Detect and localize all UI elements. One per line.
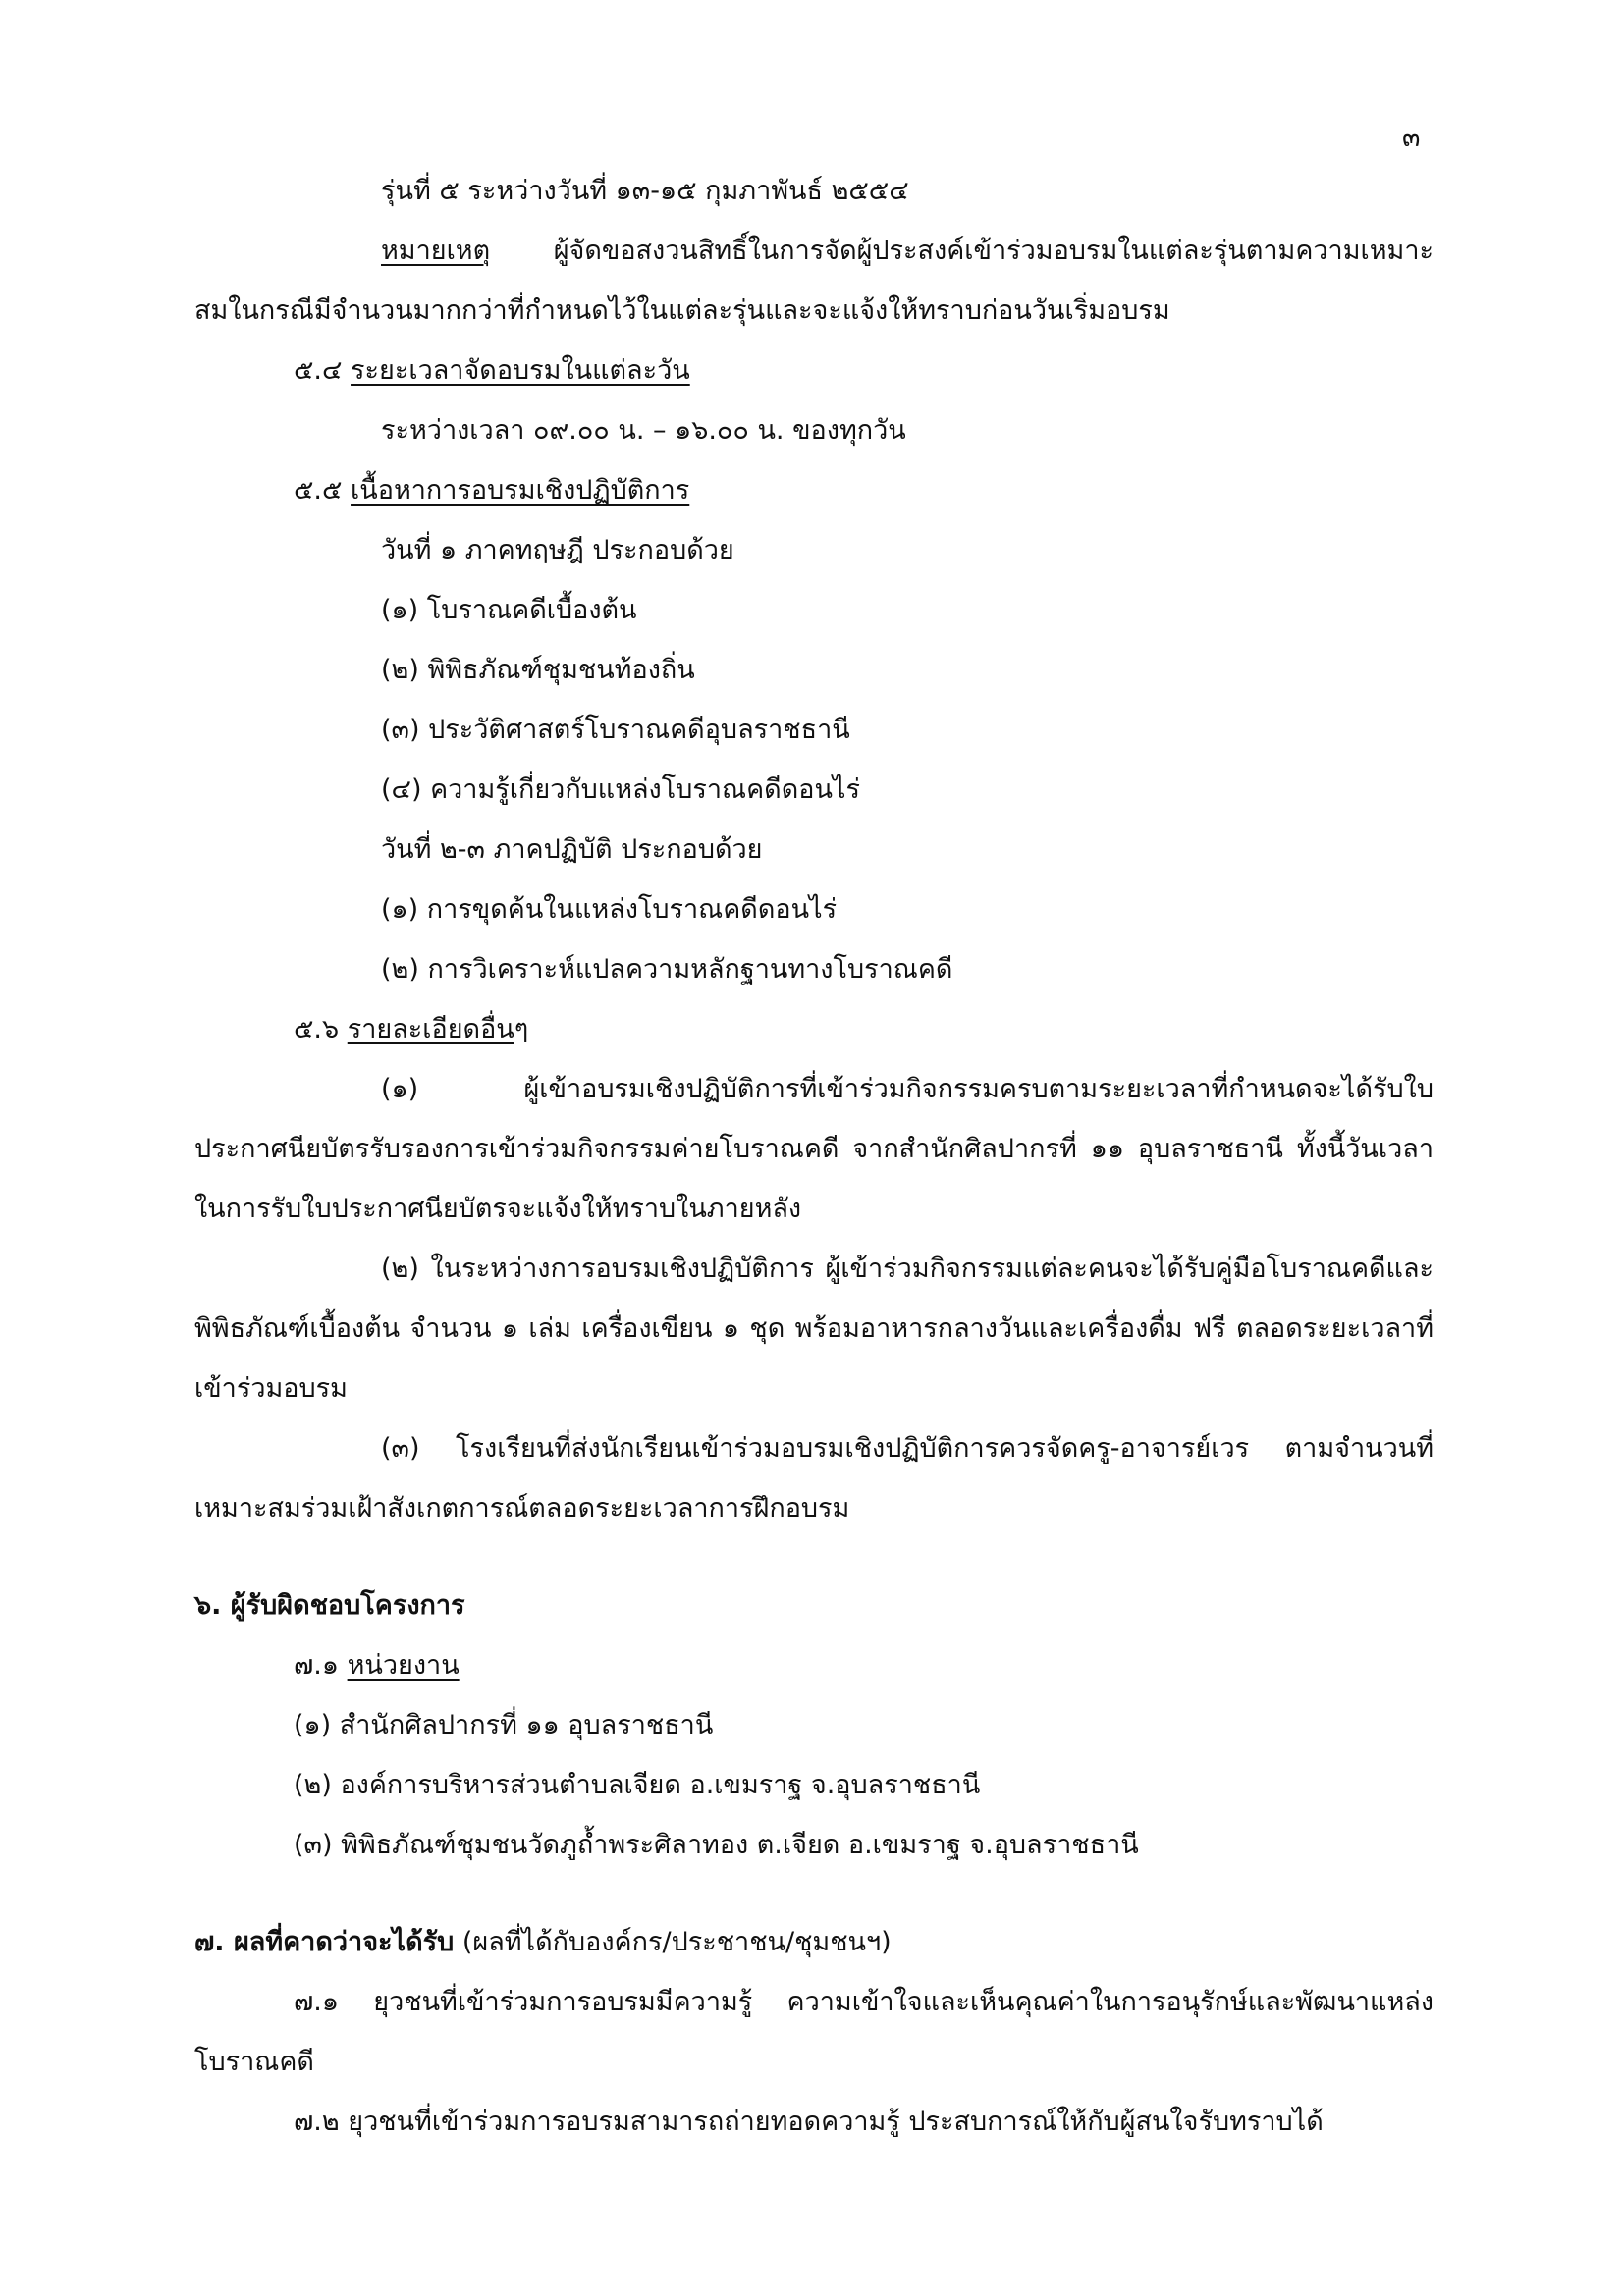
- list-item: (๒) พิพิธภัณฑ์ชุมชนท้องถิ่น: [381, 655, 695, 685]
- section-title: ๗. ผลที่คาดว่าจะได้รับ: [194, 1927, 455, 1957]
- detail-paragraph: (๒) ในระหว่างการอบรมเชิงปฏิบัติการ ผู้เข้าร่วมกิจกรรมแต่ละคนจะได้รับคู่มือโบราณคดีและพิพิธภัณฑ์เบื้องต้น จำนวน ๑ เล่ม เครื่องเขียน ๑ ชุด พร้อมอาหารกลางวันและเครื่องดื่ม ฟรี ตลอดระยะเวลาที่เข้าร่วมอบรม: [194, 1254, 1434, 1404]
- section-7-heading: [194, 1912, 1434, 1972]
- section-5-6-heading: [194, 999, 1434, 1059]
- detail-paragraph: (๑) ผู้เข้าอบรมเชิงปฏิบัติการที่เข้าร่วมกิจกรรมครบตามระยะเวลาที่กำหนดจะได้รับใบประกาศนียบัตรรับรองการเข้าร่วมกิจกรรมค่ายโบราณคดี จากสำนักศิลปากรที่ ๑๑ อุบลราชธานี ทั้งนี้วันเวลา ในการรับใบประกาศนียบัตรจะแจ้งให้ทราบในภายหลัง: [194, 1074, 1434, 1224]
- section-5-4-heading: [194, 341, 1434, 400]
- list-item: (๒) การวิเคราะห์แปลความหลักฐานทางโบราณคดี: [381, 954, 953, 985]
- list-item: (๔) ความรู้เกี่ยวกับแหล่งโบราณคดีดอนไร่: [381, 774, 860, 805]
- day-1-heading: วันที่ ๑ ภาคทฤษฎี ประกอบด้วย: [381, 535, 734, 565]
- list-item: (๑) การขุดค้นในแหล่งโบราณคดีดอนไร่: [381, 894, 838, 925]
- agency-item: (๓) พิพิธภัณฑ์ชุมชนวัดภูถ้ำพระศิลาทอง ต.เจียด อ.เขมราฐ จ.อุบลราชธานี: [294, 1830, 1139, 1860]
- note-text: ผู้จัดขอสงวนสิทธิ์ในการจัดผู้ประสงค์เข้าร่วมอบรมในแต่ละรุ่นตามความเหมาะสมในกรณีมีจำนวนมากกว่าที่กำหนดไว้ในแต่ละรุ่นและจะแจ้งให้ทราบก่อนวันเริ่มอบรม: [194, 236, 1434, 326]
- section-5-4-text: ระหว่างเวลา ๐๙.๐๐ น. – ๑๖.๐๐ น. ของทุกวัน: [381, 415, 906, 446]
- day-2-3-heading: วันที่ ๒-๓ ภาคปฏิบัติ ประกอบด้วย: [381, 834, 763, 865]
- document-body: [194, 161, 1434, 2152]
- list-item: (๓) ประวัติศาสตร์โบราณคดีอุบลราชธานี: [381, 715, 850, 745]
- outcome-paragraph: ๗.๒ ยุวชนที่เข้าร่วมการอบรมสามารถถ่ายทอดความรู้ ประสบการณ์ให้กับผู้สนใจรับทราบได้: [294, 2107, 1324, 2137]
- detail-paragraph: (๓) โรงเรียนที่ส่งนักเรียนเข้าร่วมอบรมเชิงปฏิบัติการควรจัดครู-อาจารย์เวร ตามจำนวนที่เหมาะสมร่วมเฝ้าสังเกตการณ์ตลอดระยะเวลาการฝึกอบรม: [194, 1433, 1434, 1523]
- list-item: (๑) โบราณคดีเบื้องต้น: [381, 595, 637, 625]
- batch-5-schedule: รุ่นที่ ๕ ระหว่างวันที่ ๑๓-๑๕ กุมภาพันธ์ ๒๕๕๔: [381, 176, 909, 206]
- page-number: ๓: [1402, 123, 1421, 153]
- note-label: หมายเหตุ: [381, 236, 491, 266]
- section-title: เนื้อหาการอบรมเชิงปฏิบัติการ: [351, 475, 690, 506]
- section-number: ๕.๖: [294, 1014, 348, 1044]
- section-title-note: (ผลที่ได้กับองค์กร/ประชาชน/ชุมชนฯ): [454, 1927, 892, 1957]
- section-number: ๕.๔: [294, 355, 352, 386]
- section-number: ๗.๑: [294, 1650, 348, 1681]
- section-7-1-agency-heading: [194, 1635, 1434, 1695]
- note-paragraph: [194, 221, 1434, 341]
- agency-item: (๒) องค์การบริหารส่วนตำบลเจียด อ.เขมราฐ จ.อุบลราชธานี: [294, 1770, 981, 1800]
- agency-item: (๑) สำนักศิลปากรที่ ๑๑ อุบลราชธานี: [294, 1710, 714, 1740]
- section-number: ๕.๕: [294, 475, 352, 506]
- section-5-5-heading: [194, 460, 1434, 520]
- section-6-heading: ๖. ผู้รับผิดชอบโครงการ: [194, 1590, 465, 1621]
- section-title: รายละเอียดอื่น: [347, 1014, 514, 1044]
- outcome-paragraph: ๗.๑ ยุวชนที่เข้าร่วมการอบรมมีความรู้ ความเข้าใจและเห็นคุณค่าในการอนุรักษ์และพัฒนาแหล่งโบราณคดี: [194, 1987, 1434, 2077]
- section-title: หน่วยงาน: [347, 1650, 460, 1681]
- section-title-suffix: ๆ: [514, 1014, 529, 1044]
- section-title: ระยะเวลาจัดอบรมในแต่ละวัน: [351, 355, 690, 386]
